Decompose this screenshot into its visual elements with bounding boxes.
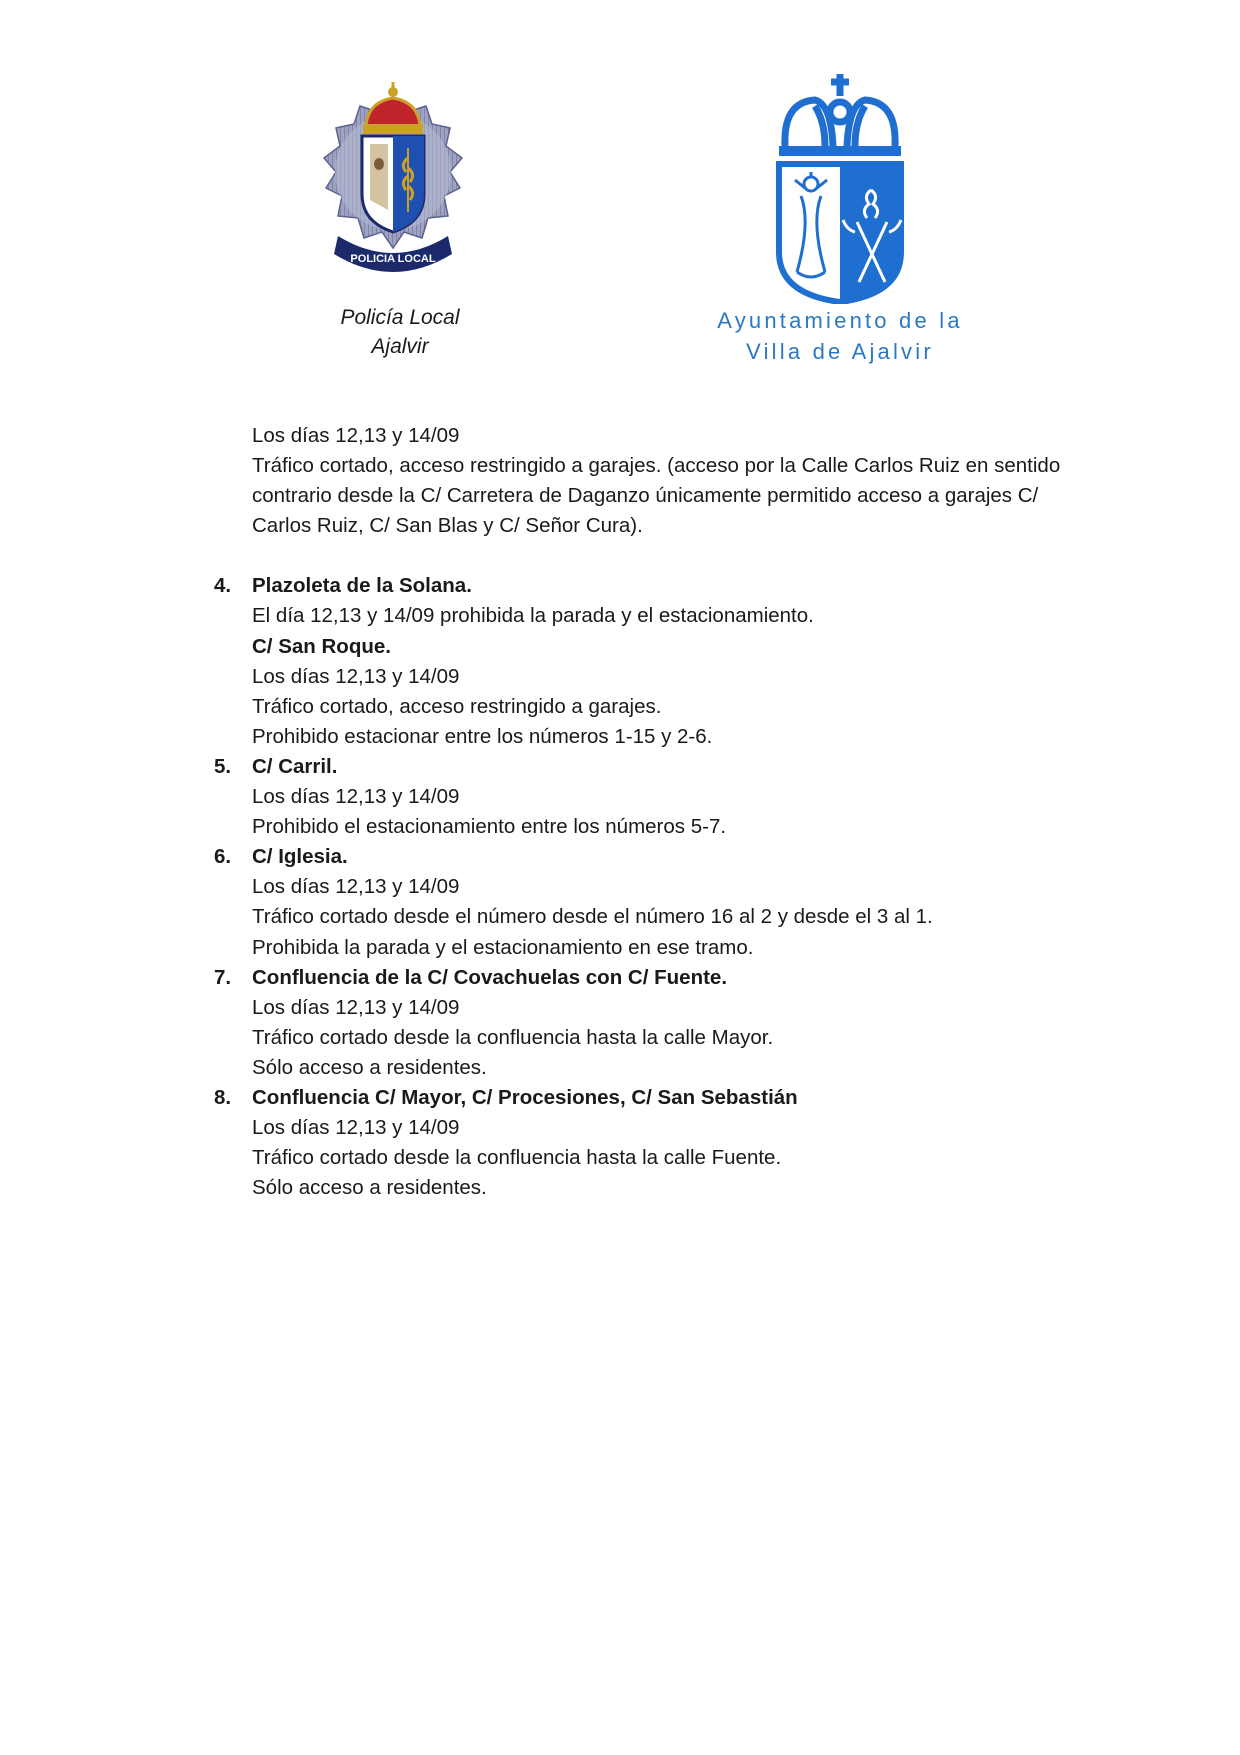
document-body	[214, 421, 1074, 1203]
item-line: Tráfico cortado, acceso restringido a garajes.	[252, 694, 662, 718]
spacer	[214, 541, 1074, 571]
item-title: C/ Iglesia.	[252, 845, 348, 869]
item-line: Los días 12,13 y 14/09	[252, 664, 460, 688]
item-title: C/ Carril.	[252, 754, 338, 778]
list-item-8	[214, 1083, 1074, 1203]
item-number: 6.	[214, 845, 232, 869]
item-line: Tráfico cortado desde la confluencia hasta la calle Fuente.	[252, 1146, 782, 1170]
item-number: 8.	[214, 1085, 232, 1109]
item-title: Confluencia de la C/ Covachuelas con C/ Fuente.	[252, 965, 728, 989]
ayuntamiento-crest-logo	[775, 72, 905, 304]
item-title: Plazoleta de la Solana.	[252, 574, 472, 598]
item-line: Los días 12,13 y 14/09	[252, 875, 460, 899]
list-item-4	[214, 571, 1074, 752]
intro-line: Carlos Ruiz, C/ San Blas y C/ Señor Cura).	[252, 514, 643, 538]
item-line: Prohibida la parada y el estacionamiento en ese tramo.	[252, 935, 754, 959]
intro-line: contrario desde la C/ Carretera de Daganzo únicamente permitido acceso a garajes C/	[252, 484, 1039, 508]
item-line: Los días 12,13 y 14/09	[252, 1116, 460, 1140]
item-line: El día 12,13 y 14/09 prohibida la parada y el estacionamiento.	[252, 604, 814, 628]
intro-line: Los días 12,13 y 14/09	[252, 424, 460, 447]
list-item-6	[214, 842, 1074, 962]
item-line: Los días 12,13 y 14/09	[252, 785, 460, 809]
item-line: Tráfico cortado desde el número desde el número 16 al 2 y desde el 3 al 1.	[252, 905, 933, 929]
item-number: 7.	[214, 965, 232, 989]
list-item-7	[214, 963, 1074, 1083]
ayuntamiento-caption	[690, 305, 990, 367]
item-line: Tráfico cortado desde la confluencia hasta la calle Mayor.	[252, 1025, 774, 1049]
police-caption-line-2: Ajalvir	[371, 335, 429, 358]
item-number: 5.	[214, 754, 232, 778]
item-line: Prohibido estacionar entre los números 1-15 y 2-6.	[252, 724, 713, 748]
item-line: Sólo acceso a residentes.	[252, 1176, 487, 1200]
item-number: 4.	[214, 574, 232, 598]
item-subtitle: C/ San Roque.	[252, 634, 391, 658]
list-item-5	[214, 752, 1074, 842]
item-line: Los días 12,13 y 14/09	[252, 995, 460, 1019]
police-logo-text: POLICIA LOCAL	[350, 253, 436, 265]
ayto-caption-line-1: Ayuntamiento de la	[717, 308, 963, 333]
item-title: Confluencia C/ Mayor, C/ Procesiones, C/ San Sebastián	[252, 1085, 798, 1109]
item-line: Sólo acceso a residentes.	[252, 1055, 487, 1079]
police-caption-line-1: Policía Local	[340, 306, 460, 329]
policia-local-badge-logo	[308, 72, 478, 300]
intro-line: Tráfico cortado, acceso restringido a garajes. (acceso por la Calle Carlos Ruiz en sentido	[252, 454, 1061, 478]
police-caption	[300, 303, 500, 361]
intro-paragraph	[252, 421, 1074, 541]
ayto-caption-line-2: Villa de Ajalvir	[746, 339, 934, 364]
item-line: Prohibido el estacionamiento entre los números 5-7.	[252, 815, 727, 839]
